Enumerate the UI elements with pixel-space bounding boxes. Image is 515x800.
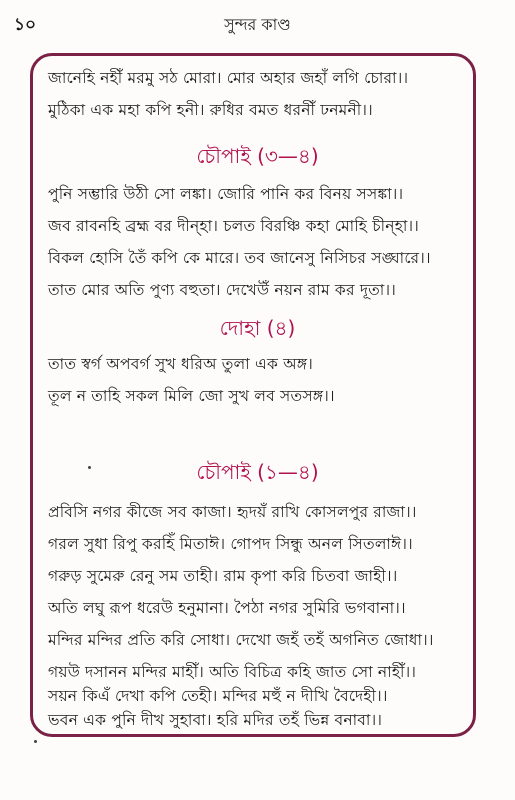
verse-line: তাত মোর অতি পুণ্য বহুতা। দেখেউঁ নয়ন রাম কর দূতা।। xyxy=(48,281,396,299)
section-heading-chaupai: চৌপাই (৩—৪) xyxy=(196,144,319,168)
page-header xyxy=(0,8,515,36)
section-heading-doha: দোহা (৪) xyxy=(219,316,296,340)
verse-line: প্রবিসি নগর কীজে সব কাজা। হৃদয়ঁ রাখি কোসলপুর রাজা।। xyxy=(48,503,417,521)
verse-line: গয়উ দসানন মন্দির মাহীঁ। অতি বিচিত্র কহি জাত সো নাহীঁ।। xyxy=(48,663,417,681)
page-number: ১০ xyxy=(14,15,37,35)
verse-line: সয়ন কিএঁ দেখা কপি তেহী। মন্দির মহুঁ ন দীখি বৈদেহী।। xyxy=(48,687,388,705)
verse-line: জব রাবনহি ব্রহ্ম বর দীন্হা। চলত বিরঞ্চি কহা মোহি চীন্হা।। xyxy=(48,217,420,235)
stray-dot xyxy=(34,740,37,743)
verse-line: অতি লঘু রূপ ধরেউ হনুমানা। পৈঠা নগর সুমিরি ভগবানা।। xyxy=(48,599,406,617)
verse-line: তূল ন তাহি সকল মিলি জো সুখ লব সতসঙ্গ।। xyxy=(48,387,335,405)
verse-line: ভবন এক পুনি দীখ সুহাবা। হরি মদির তহঁ ভিন্ন বনাবা।। xyxy=(48,711,383,729)
verse-line: গরুড় সুমেরু রেনু সম তাহী। রাম কৃপা করি চিতবা জাহী।। xyxy=(48,567,398,585)
page-heading: সুন্দর কাণ্ড xyxy=(224,15,291,34)
verse-line: মুঠিকা এক মহা কপি হনী। রুধির বমত ধরনীঁ ঢনমনী।। xyxy=(48,101,373,119)
verse-line: তাত স্বর্গ অপবর্গ সুখ ধরিঅ তুলা এক অঙ্গ। xyxy=(48,355,314,373)
verse-line: বিকল হোসি তৈঁ কপি কে মারে। তব জানেসু নিসিচর সঙ্ঘারে।। xyxy=(48,249,431,267)
verse-line: গরল সুধা রিপু করহিঁ মিতাঈ। গোপদ সিন্ধু অনল সিতলাঈ।। xyxy=(48,535,413,553)
verse-line: পুনি সম্ভারি উঠী সো লঙ্কা। জোরি পানি কর বিনয় সসঙ্কা।। xyxy=(48,185,404,203)
verse-line: জানেহি নহীঁ মরমু সঠ মোরা। মোর অহার জহাঁ লগি চোরা।। xyxy=(48,69,409,87)
section-heading-chaupai: চৌপাই (১—৪) xyxy=(196,460,319,484)
verse-line: মন্দির মন্দির প্রতি করি সোধা। দেখো জহঁ তহঁ অগনিত জোধা।। xyxy=(48,631,434,649)
